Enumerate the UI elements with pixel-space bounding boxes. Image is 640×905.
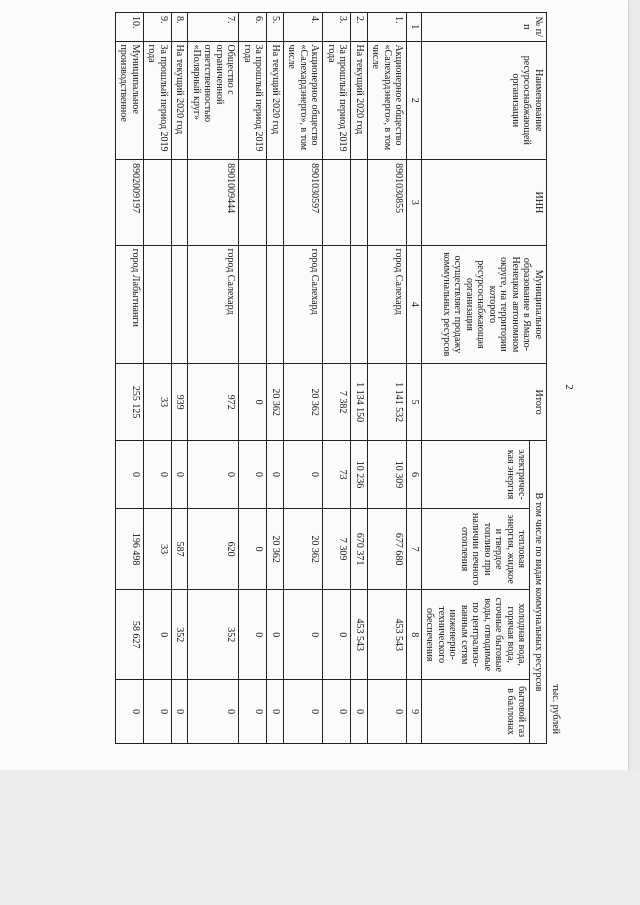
water-value: 0 (284, 590, 324, 680)
row-num: 3. (323, 13, 351, 42)
gas-value: 0 (239, 680, 267, 744)
org-name: На текущий 2020 год (351, 41, 368, 160)
heat-value: 587 (172, 509, 189, 590)
heat-value: 20 362 (267, 509, 284, 590)
column-index: 2 (407, 41, 422, 160)
header-num: № п/п (422, 13, 547, 42)
water-value: 352 (172, 590, 189, 680)
municipality-value (323, 245, 351, 364)
org-name: Акционерное общество «Салехардэнерго», в том числе (284, 41, 324, 160)
municipality-value (267, 245, 284, 364)
municipality-value (351, 245, 368, 364)
inn-value: 8901030597 (284, 160, 324, 246)
header-name: Наименование ресурсоснабжающей организации (422, 41, 547, 160)
municipality-value: город Салехард (368, 245, 408, 364)
water-value: 352 (188, 590, 239, 680)
header-heat: тепловая энергия, жидкое и твердое топливо при наличии печного отопления (422, 509, 531, 590)
electric-value: 0 (188, 441, 239, 509)
municipality-value (239, 245, 267, 364)
row-num: 10. (116, 13, 144, 42)
municipality-value: город Лабытнанги (116, 245, 144, 364)
org-name: Акционерное общество «Салехардэнерго», в том числе (368, 41, 408, 160)
water-value: 0 (144, 590, 172, 680)
inn-value (323, 160, 351, 246)
total-value: 255 125 (116, 364, 144, 441)
heat-value: 33 (144, 509, 172, 590)
row-num: 5. (267, 13, 284, 42)
inn-value: 8901030855 (368, 160, 408, 246)
resource-supply-table (115, 12, 547, 744)
electric-value: 0 (172, 441, 189, 509)
heat-value: 677 680 (368, 509, 408, 590)
electric-value: 0 (144, 441, 172, 509)
total-value: 1 141 532 (368, 364, 408, 441)
org-name: Муниципальное производственное (116, 41, 144, 160)
org-name: Общество с ограниченной ответственностью «Полярный круг» (188, 41, 239, 160)
column-index-row (407, 13, 422, 744)
table-row (368, 13, 408, 744)
row-num: 2. (351, 13, 368, 42)
electric-value: 0 (239, 441, 267, 509)
table-row (172, 13, 189, 744)
inn-value: 8901009444 (188, 160, 239, 246)
table-row (267, 13, 284, 744)
total-value: 20 362 (267, 364, 284, 441)
electric-value: 10 309 (368, 441, 408, 509)
column-index: 5 (407, 364, 422, 441)
municipality-value: город Салехард (284, 245, 324, 364)
column-index: 1 (407, 13, 422, 42)
column-index: 7 (407, 509, 422, 590)
org-name: На текущий 2020 год (267, 41, 284, 160)
page-number: 2 (563, 384, 575, 390)
units-label: тыс. рублей (550, 684, 561, 734)
gas-value: 0 (172, 680, 189, 744)
gas-value: 0 (144, 680, 172, 744)
water-value: 58 627 (116, 590, 144, 680)
electric-value: 0 (116, 441, 144, 509)
row-num: 1. (368, 13, 408, 42)
total-value: 7 382 (323, 364, 351, 441)
column-index: 4 (407, 245, 422, 364)
row-num: 9. (144, 13, 172, 42)
org-name: На текущий 2020 год (172, 41, 189, 160)
gas-value: 0 (267, 680, 284, 744)
heat-value: 670 371 (351, 509, 368, 590)
header-water: холодная вода, горячая вода, сточные бытовые воды, отводимые по централизо-ванным сетям инженерно-технического обеспечения (422, 590, 531, 680)
scan-background (0, 770, 640, 905)
org-name: За прошлый период 2019 года (323, 41, 351, 160)
gas-value: 0 (351, 680, 368, 744)
heat-value: 7 309 (323, 509, 351, 590)
water-value: 0 (323, 590, 351, 680)
header-group: В том числе по видам коммунальных ресурсов (530, 441, 547, 744)
electric-value: 10 236 (351, 441, 368, 509)
total-value: 1 134 150 (351, 364, 368, 441)
header-inn: ИНН (422, 160, 547, 246)
inn-value: 8902009197 (116, 160, 144, 246)
water-value: 453 543 (368, 590, 408, 680)
gas-value: 0 (284, 680, 324, 744)
table-row (116, 13, 144, 744)
org-name: За прошлый период 2019 года (239, 41, 267, 160)
header-municipality: Муниципальное образование в Ямало-Ненецком автономном округе, на территории которого ресурсоснабжающая организация осуществляет продажу коммунальных ресурсов (422, 245, 547, 364)
table-row (239, 13, 267, 744)
gas-value: 0 (323, 680, 351, 744)
table-row (284, 13, 324, 744)
municipality-value (144, 245, 172, 364)
electric-value: 0 (284, 441, 324, 509)
row-num: 7. (188, 13, 239, 42)
heat-value: 620 (188, 509, 239, 590)
heat-value: 20 362 (284, 509, 324, 590)
row-num: 4. (284, 13, 324, 42)
gas-value: 0 (368, 680, 408, 744)
column-index: 8 (407, 590, 422, 680)
row-num: 6. (239, 13, 267, 42)
column-index: 3 (407, 160, 422, 246)
header-total: Итого (422, 364, 547, 441)
water-value: 0 (239, 590, 267, 680)
electric-value: 73 (323, 441, 351, 509)
heat-value: 0 (239, 509, 267, 590)
table-row (323, 13, 351, 744)
column-index: 6 (407, 441, 422, 509)
total-value: 972 (188, 364, 239, 441)
total-value: 0 (239, 364, 267, 441)
inn-value (239, 160, 267, 246)
gas-value: 0 (188, 680, 239, 744)
total-value: 939 (172, 364, 189, 441)
org-name: За прошлый период 2019 года (144, 41, 172, 160)
row-num: 8. (172, 13, 189, 42)
municipality-value: город Салехард (188, 245, 239, 364)
inn-value (351, 160, 368, 246)
inn-value (172, 160, 189, 246)
inn-value (144, 160, 172, 246)
heat-value: 196 498 (116, 509, 144, 590)
water-value: 453 543 (351, 590, 368, 680)
total-value: 33 (144, 364, 172, 441)
column-index: 9 (407, 680, 422, 744)
table-row (351, 13, 368, 744)
header-electric: электричес-кая энергия (422, 441, 531, 509)
gas-value: 0 (116, 680, 144, 744)
table-row (188, 13, 239, 744)
municipality-value (172, 245, 189, 364)
table-row (144, 13, 172, 744)
rotated-page-content (7, 4, 627, 770)
inn-value (267, 160, 284, 246)
water-value: 0 (267, 590, 284, 680)
electric-value: 0 (267, 441, 284, 509)
total-value: 20 362 (284, 364, 324, 441)
header-gas: бытовой газ в баллонах (422, 680, 531, 744)
